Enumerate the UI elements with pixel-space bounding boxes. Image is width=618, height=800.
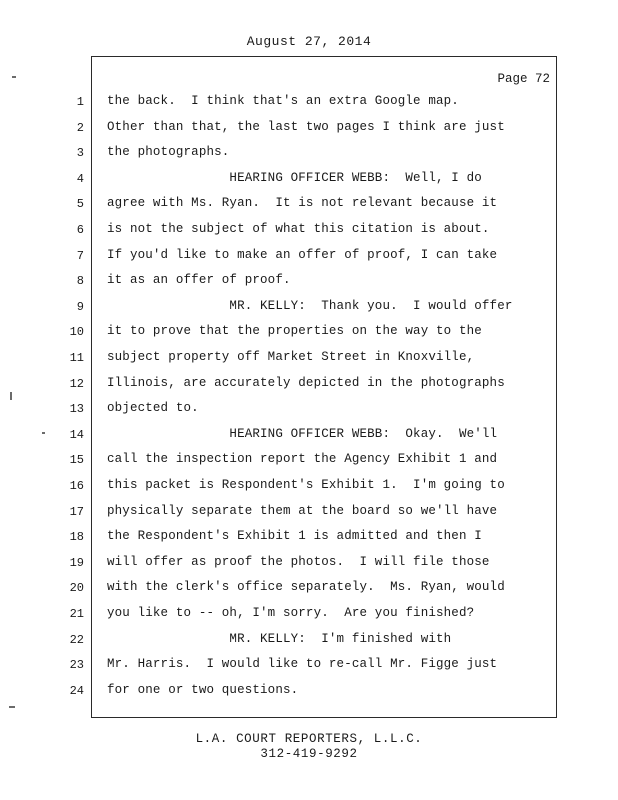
- line-number: 11: [69, 351, 84, 365]
- transcript-line-text: HEARING OFFICER WEBB: Okay. We'll: [107, 426, 498, 441]
- transcript-line-text: objected to.: [107, 401, 199, 416]
- transcript-line-text: you like to -- oh, I'm sorry. Are you finished?: [107, 606, 475, 620]
- line-number: 12: [69, 376, 84, 391]
- transcript-line-text: it as an offer of proof.: [107, 273, 291, 288]
- line-number: 15: [69, 453, 84, 468]
- transcript-line-text: the Respondent's Exhibit 1 is admitted and then I: [107, 529, 482, 544]
- transcript-line-text: HEARING OFFICER WEBB: Well, I do: [107, 170, 482, 185]
- transcript-line-text: this packet is Respondent's Exhibit 1. I'm going to: [107, 478, 505, 492]
- transcript-line-text: call the inspection report the Agency Exhibit 1 and: [107, 452, 498, 467]
- line-number: 8: [76, 274, 84, 289]
- transcript-line-text: MR. KELLY: Thank you. I would offer: [107, 298, 513, 313]
- transcript-line-text: subject property off Market Street in Knoxville,: [107, 350, 475, 364]
- line-number: 23: [69, 658, 84, 673]
- scan-mark: [10, 392, 12, 400]
- line-number: 9: [76, 299, 84, 314]
- transcript-line-text: Mr. Harris. I would like to re-call Mr. Figge just: [107, 657, 498, 672]
- page-number-label: Page 72: [497, 72, 550, 86]
- line-number: 19: [69, 555, 84, 570]
- transcript-line-text: physically separate them at the board so we'll have: [107, 503, 498, 518]
- line-number: 13: [69, 402, 84, 417]
- line-number: 17: [69, 504, 84, 519]
- line-number: 10: [69, 325, 84, 340]
- line-number: 18: [69, 530, 84, 545]
- page-header-date: August 27, 2014: [246, 34, 372, 49]
- line-number: 20: [69, 581, 84, 596]
- transcript-line-text: MR. KELLY: I'm finished with: [107, 631, 452, 646]
- line-number: 3: [76, 146, 84, 161]
- line-number: 21: [69, 607, 84, 621]
- transcript-line-text: agree with Ms. Ryan. It is not relevant because it: [107, 196, 498, 211]
- transcript-line-text: for one or two questions.: [107, 682, 299, 697]
- line-number: 16: [69, 479, 84, 493]
- line-number: 4: [76, 171, 84, 186]
- line-number: 14: [69, 427, 84, 442]
- footer-phone-number: 312-419-9292: [260, 747, 358, 761]
- line-number: 24: [69, 683, 84, 698]
- scan-mark: [42, 432, 45, 434]
- transcript-line-text: Other than that, the last two pages I think are just: [107, 119, 505, 134]
- line-number: 5: [76, 197, 84, 212]
- transcript-line-text: If you'd like to make an offer of proof, I can take: [107, 247, 498, 262]
- line-number: 1: [76, 95, 84, 109]
- footer-company-name: L.A. COURT REPORTERS, L.L.C.: [195, 732, 423, 746]
- transcript-line-text: with the clerk's office separately. Ms. Ryan, would: [107, 580, 505, 595]
- transcript-line-text: the photographs.: [107, 145, 230, 160]
- transcript-line-text: Illinois, are accurately depicted in the photographs: [107, 375, 505, 390]
- transcript-line-text: is not the subject of what this citation is about.: [107, 222, 490, 236]
- scan-mark: [9, 706, 15, 708]
- scan-mark: [12, 76, 16, 78]
- line-number: 22: [69, 632, 84, 647]
- line-number: 7: [76, 248, 84, 263]
- line-number: 6: [76, 223, 84, 237]
- line-number: 2: [76, 120, 84, 135]
- transcript-line-text: will offer as proof the photos. I will file those: [107, 554, 490, 569]
- transcript-line-text: it to prove that the properties on the way to the: [107, 324, 482, 339]
- transcript-line-text: the back. I think that's an extra Google map.: [107, 94, 459, 108]
